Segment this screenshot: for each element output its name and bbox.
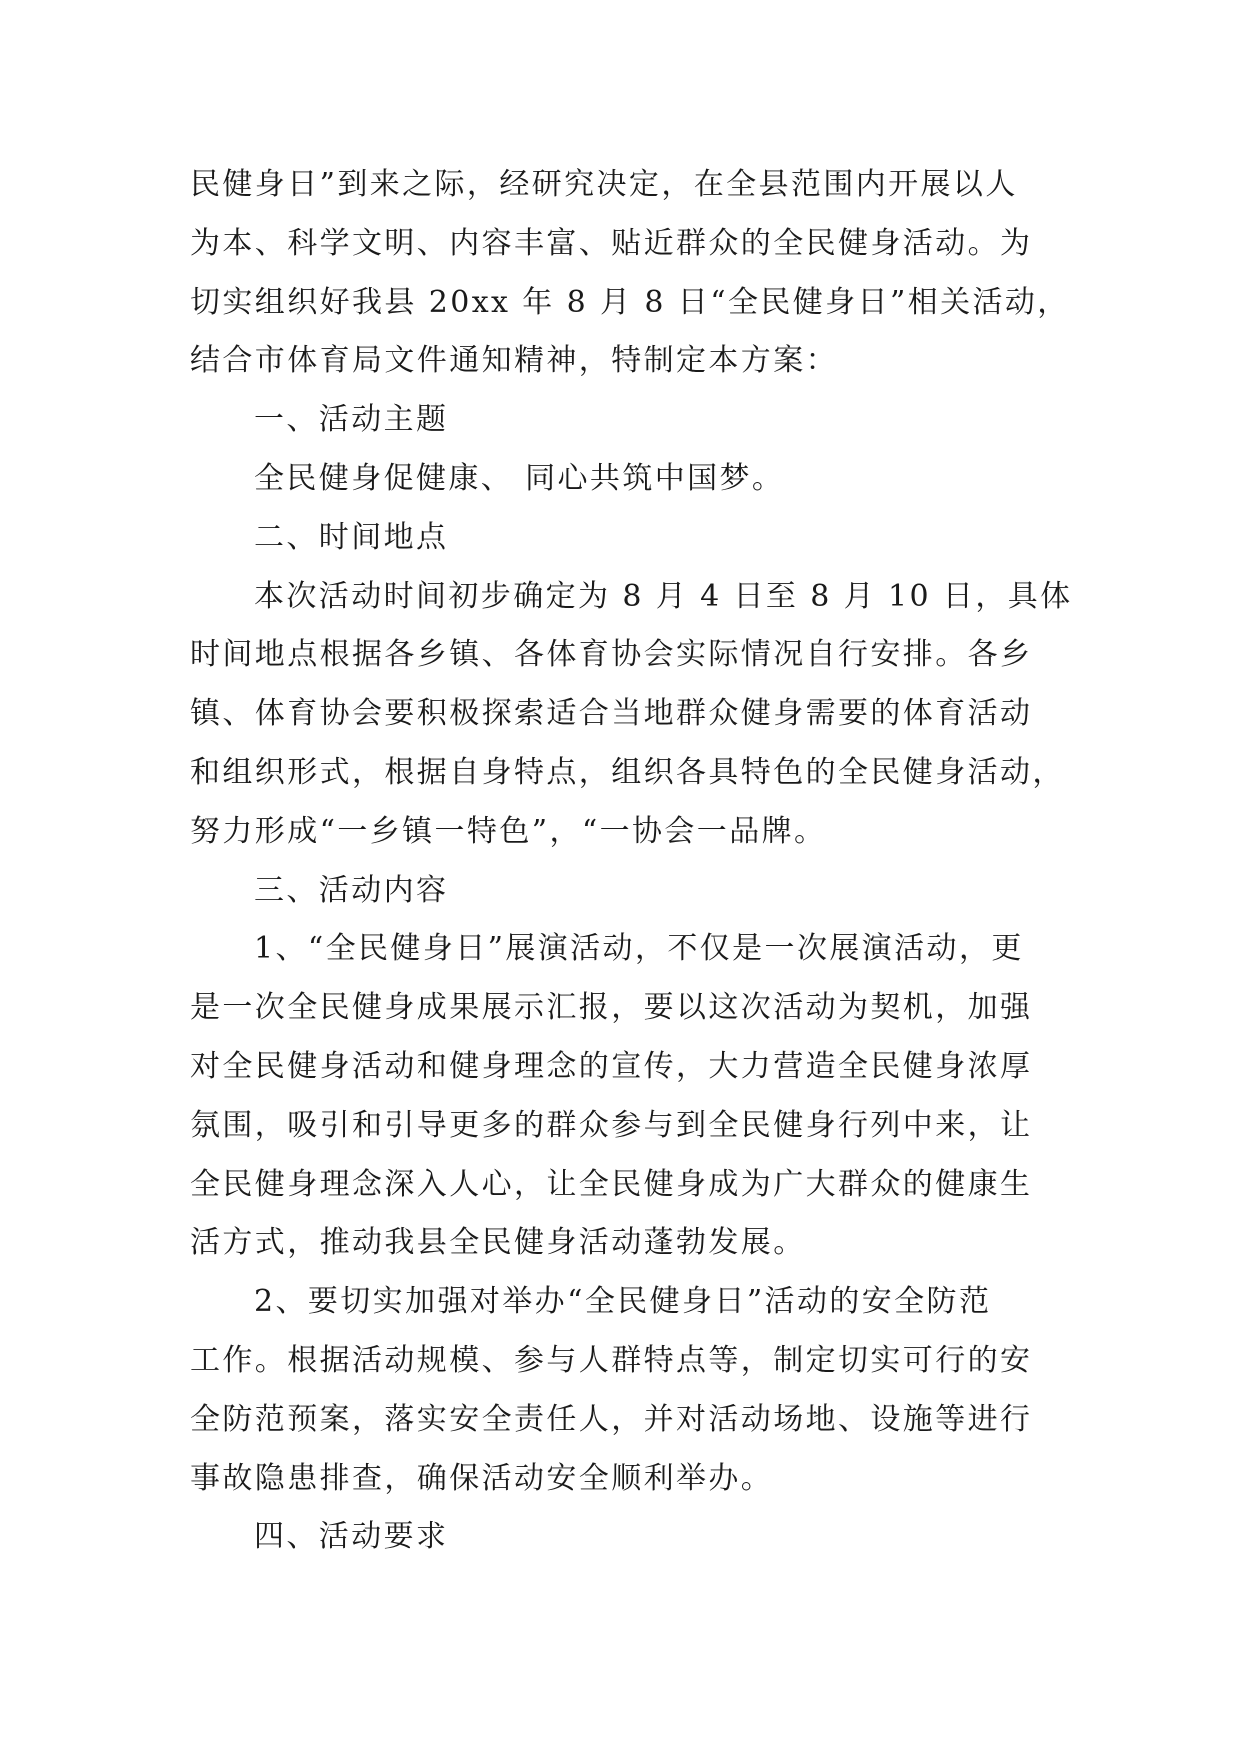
paragraph-content-2	[190, 1273, 1070, 1508]
paragraph-intro	[190, 156, 1070, 391]
text-line: 全民健身促健康、 同心共筑中国梦。	[254, 460, 785, 496]
text-line: 全民健身理念深入人心，让全民健身成为广大群众的健康生	[190, 1166, 1033, 1202]
paragraph-content-1	[190, 920, 1070, 1273]
section-heading-theme	[190, 391, 1070, 450]
text-line: 结合市体育局文件通知精神，特制定本方案：	[190, 343, 838, 379]
paragraph-theme	[190, 450, 1070, 509]
heading-line: 三、活动内容	[254, 872, 449, 908]
text-line: 本次活动时间初步确定为 8 月 4 日至 8 月 10 日，具体	[254, 578, 1073, 614]
paragraph-time-place	[190, 568, 1073, 862]
text-line: 努力形成“一乡镇一特色”，“一协会一品牌。	[190, 813, 827, 849]
text-line: 时间地点根据各乡镇、各体育协会实际情况自行安排。各乡	[190, 637, 1033, 673]
text-line: 全防范预案，落实安全责任人，并对活动场地、设施等进行	[190, 1401, 1033, 1437]
text-line: 切实组织好我县 20xx 年 8 月 8 日“全民健身日”相关活动，	[190, 284, 1070, 320]
text-line: 事故隐患排查，确保活动安全顺利举办。	[190, 1460, 774, 1496]
section-heading-content	[190, 862, 1070, 921]
text-line: 活方式，推动我县全民健身活动蓬勃发展。	[190, 1225, 806, 1261]
document-body	[190, 156, 1073, 1567]
text-line: 是一次全民健身成果展示汇报，要以这次活动为契机，加强	[190, 990, 1033, 1026]
heading-line: 四、活动要求	[254, 1519, 449, 1555]
heading-line: 一、活动主题	[254, 402, 449, 438]
text-line: 1、“全民健身日”展演活动，不仅是一次展演活动，更	[254, 931, 1024, 967]
section-heading-time-place	[190, 509, 1070, 568]
text-line: 民健身日”到来之际，经研究决定，在全县范围内开展以人	[190, 167, 1018, 202]
text-line: 和组织形式，根据自身特点，组织各具特色的全民健身活动，	[190, 754, 1065, 790]
text-line: 对全民健身活动和健身理念的宣传，大力营造全民健身浓厚	[190, 1048, 1033, 1084]
heading-line: 二、时间地点	[254, 519, 449, 555]
text-line: 2、要切实加强对举办“全民健身日”活动的安全防范	[254, 1284, 992, 1320]
text-line: 氛围，吸引和引导更多的群众参与到全民健身行列中来，让	[190, 1107, 1033, 1143]
text-line: 工作。根据活动规模、参与人群特点等，制定切实可行的安	[190, 1342, 1033, 1378]
text-line: 镇、体育协会要积极探索适合当地群众健身需要的体育活动	[190, 696, 1033, 732]
text-line: 为本、科学文明、内容丰富、贴近群众的全民健身活动。为	[190, 225, 1033, 261]
section-heading-requirements	[190, 1508, 1070, 1567]
